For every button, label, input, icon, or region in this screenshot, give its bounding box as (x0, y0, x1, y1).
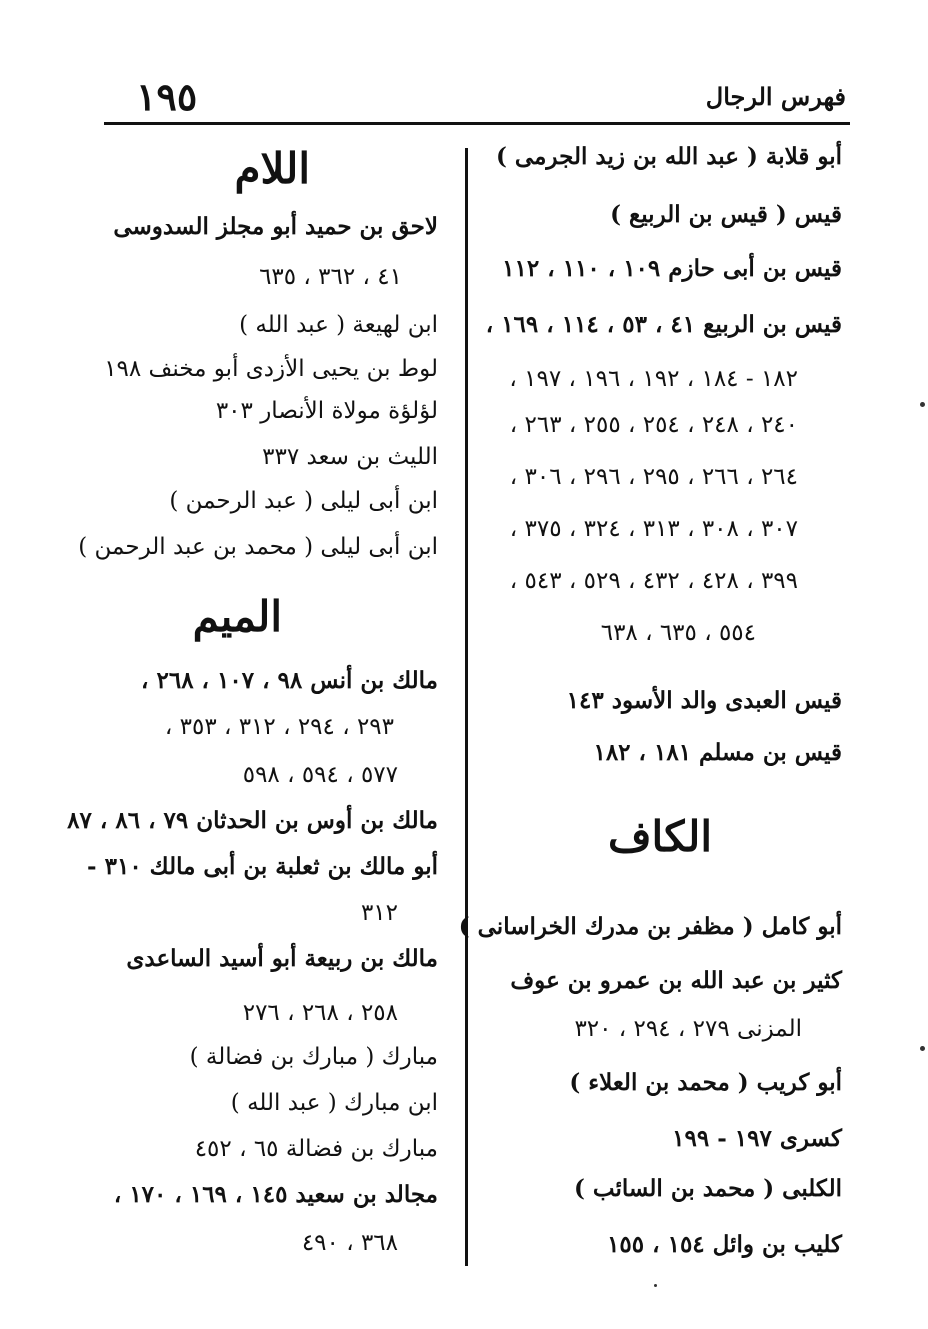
index-entry: كسرى ١٩٧ - ١٩٩ (672, 1125, 842, 1152)
index-entry-continuation: ٥٧٧ ، ٥٩٤ ، ٥٩٨ (242, 762, 398, 788)
index-entry: قيس بن الربيع ٤١ ، ٥٣ ، ١١٤ ، ١٦٩ ، (485, 311, 842, 338)
section-heading-kaf: الكاف (608, 812, 712, 861)
index-entry: مبارك بن فضالة ٦٥ ، ٤٥٢ (194, 1136, 438, 1162)
index-entry: مجالد بن سعيد ١٤٥ ، ١٦٩ ، ١٧٠ ، (113, 1181, 438, 1208)
index-entry-continuation: ٢٦٤ ، ٢٦٦ ، ٢٩٥ ، ٢٩٦ ، ٣٠٦ ، (509, 464, 798, 490)
index-entry-continuation: ٣٠٧ ، ٣٠٨ ، ٣١٣ ، ٣٢٤ ، ٣٧٥ ، (509, 516, 798, 542)
index-entry-continuation: ٣١٢ (360, 900, 398, 926)
index-entry: قيس ( قيس بن الربيع ) (610, 201, 842, 228)
index-entry: ابن أبى ليلى ( عبد الرحمن ) (169, 488, 438, 514)
running-head: فهرس الرجال (705, 82, 846, 111)
index-entry-continuation: ٢٤٠ ، ٢٤٨ ، ٢٥٤ ، ٢٥٥ ، ٢٦٣ ، (509, 412, 798, 438)
index-entry: كثير بن عبد الله بن عمرو بن عوف (510, 967, 842, 994)
index-entry: لوط بن يحيى الأزدى أبو مخنف ١٩٨ (104, 356, 438, 382)
index-entry: الكلبى ( محمد بن السائب ) (574, 1175, 842, 1202)
header-rule (104, 122, 850, 125)
index-entry-continuation: ٤١ ، ٣٦٢ ، ٦٣٥ (259, 264, 402, 290)
index-entry: ابن لهيعة ( عبد الله ) (239, 312, 438, 338)
index-entry: مالك بن أوس بن الحدثان ٧٩ ، ٨٦ ، ٨٧ (67, 807, 438, 834)
index-entry: ابن مبارك ( عبد الله ) (230, 1090, 438, 1116)
margin-speck (920, 402, 925, 407)
section-heading-mim: الميم (192, 592, 282, 641)
index-entry: الليث بن سعد ٣٣٧ (262, 444, 438, 470)
page-number: ١٩٥ (136, 74, 198, 119)
index-entry: مالك بن ربيعة أبو أسيد الساعدى (126, 945, 438, 972)
index-entry-continuation: ٥٥٤ ، ٦٣٥ ، ٦٣٨ (600, 620, 756, 646)
column-rule (465, 148, 468, 1266)
index-entry-continuation: ٢٥٨ ، ٢٦٨ ، ٢٧٦ (242, 1000, 398, 1026)
index-entry: أبو كريب ( محمد بن العلاء ) (569, 1069, 842, 1096)
index-entry-continuation: ١٨٢ - ١٨٤ ، ١٩٢ ، ١٩٦ ، ١٩٧ ، (509, 366, 798, 392)
index-entry: أبو مالك بن ثعلبة بن أبى مالك ٣١٠ - (87, 853, 438, 880)
section-heading-lam: اللام (234, 144, 310, 193)
index-entry: قيس بن مسلم ١٨١ ، ١٨٢ (593, 739, 842, 766)
index-entry: كليب بن وائل ١٥٤ ، ١٥٥ (607, 1231, 842, 1258)
index-entry: مالك بن أنس ٩٨ ، ١٠٧ ، ٢٦٨ ، (141, 667, 438, 694)
margin-speck (920, 1046, 925, 1051)
index-entry: قيس العبدى والد الأسود ١٤٣ (566, 687, 842, 714)
index-entry-continuation: المزنى ٢٧٩ ، ٢٩٤ ، ٣٢٠ (574, 1016, 802, 1042)
index-entry: لاحق بن حميد أبو مجلز السدوسى (113, 213, 438, 240)
index-entry: أبو كامل ( مظفر بن مدرك الخراسانى ) (458, 913, 842, 940)
index-entry: قيس بن أبى حازم ١٠٩ ، ١١٠ ، ١١٢ (502, 255, 842, 282)
index-entry: لؤلؤة مولاة الأنصار ٣٠٣ (215, 398, 438, 424)
index-entry: ابن أبى ليلى ( محمد بن عبد الرحمن ) (78, 534, 438, 560)
index-entry-continuation: ٣٩٩ ، ٤٢٨ ، ٤٣٢ ، ٥٢٩ ، ٥٤٣ ، (509, 568, 798, 594)
index-entry: مبارك ( مبارك بن فضالة ) (189, 1044, 438, 1070)
index-entry-continuation: ٣٦٨ ، ٤٩٠ (301, 1230, 398, 1256)
margin-speck (654, 1284, 657, 1287)
index-entry: أبو قلابة ( عبد الله بن زيد الجرمى ) (496, 143, 842, 170)
index-entry-continuation: ٢٩٣ ، ٢٩٤ ، ٣١٢ ، ٣٥٣ ، (164, 714, 394, 740)
